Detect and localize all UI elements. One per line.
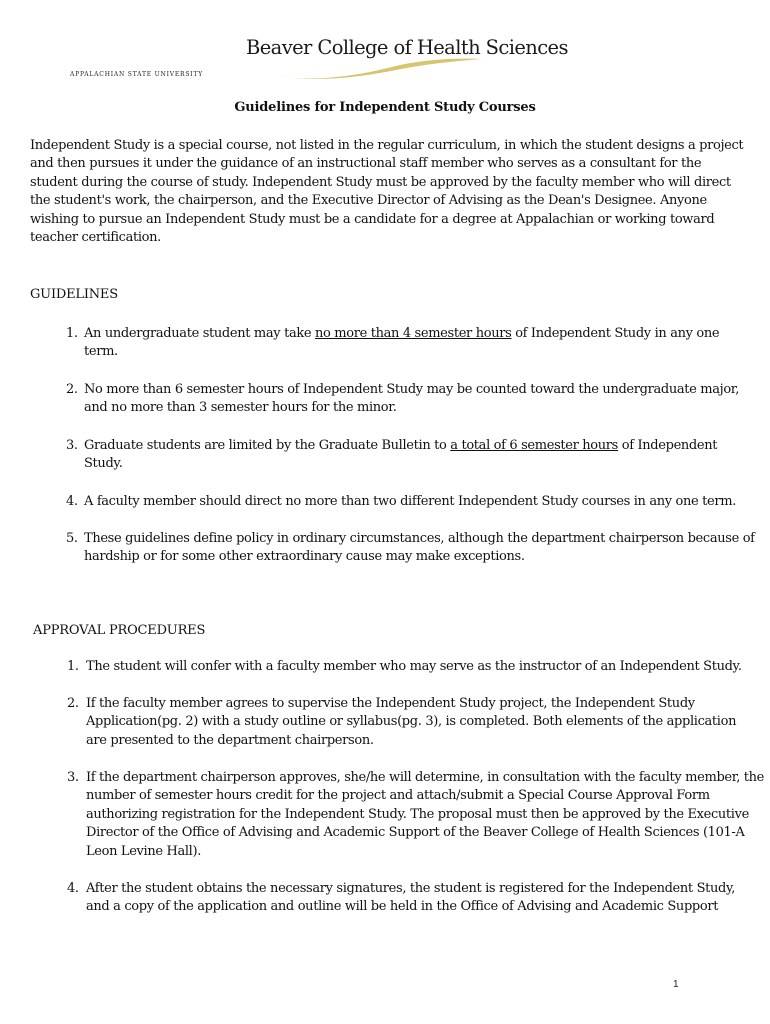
- item-number: 4.: [67, 881, 79, 896]
- guidelines-heading: GUIDELINES: [30, 287, 118, 302]
- page-number: 1: [673, 979, 679, 990]
- item-number: 1.: [66, 326, 78, 341]
- item-number: 3.: [67, 770, 79, 785]
- underlined-text: no more than 4 semester hours: [315, 326, 512, 341]
- underlined-text: a total of 6 semester hours: [450, 438, 618, 453]
- item-text: A faculty member should direct no more than two different Independent Study courses in any one term.: [84, 494, 737, 509]
- item-text: If the department chairperson approves, she/he will determine, in consultation with the faculty member, the number of semester hours credit for the project and attach/submit a Special Course Approval Form authorizing registration for the Independent Study. The proposal must then be approved by the Executive Director of the Office of Advising and Academic Support of the Beaver College of Health Sciences (101-A Leon Levine Hall).: [86, 770, 765, 859]
- item-number: 2.: [66, 382, 78, 397]
- item-text: These guidelines define policy in ordinary circumstances, although the department chairperson because of hardship or for some other extraordinary cause may make exceptions.: [84, 531, 755, 565]
- item-number: 5.: [66, 531, 78, 546]
- item-text: After the student obtains the necessary signatures, the student is registered for the Independent Study, and a copy of the application and outline will be held in the Office of Advising and Academic Support: [86, 881, 736, 915]
- item-text: If the faculty member agrees to supervise the Independent Study project, the Independent Study Application(pg. 2) with a study outline or syllabus(pg. 3), is completed. Both elements of the application are presented to the department chairperson.: [86, 696, 737, 748]
- document-title: Guidelines for Independent Study Courses: [234, 100, 536, 115]
- item-text: Graduate students are limited by the Graduate Bulletin to a total of 6 semester hours of Independent Study.: [84, 438, 718, 472]
- item-text: No more than 6 semester hours of Independent Study may be counted toward the undergraduate major, and no more than 3 semester hours for the minor.: [84, 382, 740, 416]
- approval-heading: APPROVAL PROCEDURES: [33, 623, 206, 638]
- logo-title: Beaver College of Health Sciences: [246, 36, 568, 59]
- college-logo: [246, 36, 568, 84]
- item-number: 4.: [66, 494, 78, 509]
- item-number: 2.: [67, 696, 79, 711]
- item-number: 3.: [66, 438, 78, 453]
- item-text: The student will confer with a faculty member who may serve as the instructor of an Independent Study.: [86, 659, 742, 674]
- item-number: 1.: [67, 659, 79, 674]
- intro-paragraph: Independent Study is a special course, not listed in the regular curriculum, in which the student designs a project and then pursues it under the guidance of an instructional staff member who serves as a consultant for the student during the course of study. Independent Study must be approved by the faculty member who will direct the student's work, the chairperson, and the Executive Director of Advising as the Dean's Designee. Anyone wishing to pursue an Independent Study must be a candidate for a degree at Appalachian or working toward teacher certification.: [30, 138, 744, 246]
- logo-swoosh-graphic: [276, 56, 486, 80]
- item-text: An undergraduate student may take no more than 4 semester hours of Independent Study in any one term.: [84, 326, 720, 360]
- logo-subtitle: APPALACHIAN STATE UNIVERSITY: [70, 71, 204, 78]
